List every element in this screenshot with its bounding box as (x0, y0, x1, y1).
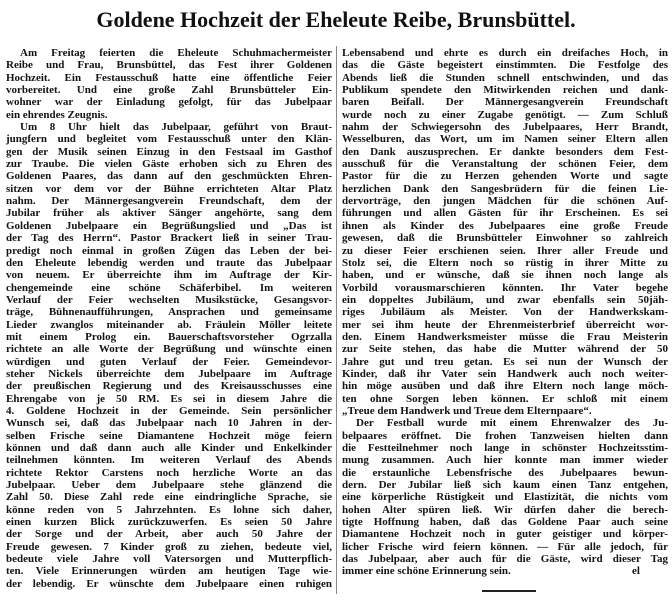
text-line: einen kurzen Blick zurückzuwerfen. Es seien 50 Jahre (6, 516, 332, 529)
text-line: 4. Goldene Hochzeit in der Gemeinde. Sein persönlicher (6, 404, 332, 417)
article-column-right (342, 47, 668, 578)
text-line: zu dieser Feier erschienen seien. Ihrer aller Freude und (342, 244, 668, 257)
text-line: bedeute viele Jahre voll Vatersorgen und Mutterpflich- (6, 553, 332, 566)
text-line: das die Gäste begeistert einstimmten. Die Festfolge des (342, 59, 668, 72)
text-line: Kinder, daß ihr Vater sein Handwerk auch noch weiter- (342, 367, 668, 380)
text-line: führungen und allen Gästen für ihr Erscheinen. Es sei (342, 207, 668, 220)
text-line: das Jubelpaar, aber auch für die Gäste, wird dieser Tag (342, 553, 668, 566)
text-line: mer sei ihm heute der Ehrenmeisterbrief überreicht wor- (342, 318, 668, 331)
text-line: Vorbild vorausmarschieren könnten. Ihr Vater begehe (342, 281, 668, 294)
text-line: eine körperliche Rüstigkeit und Elastizität, die nichts vom (342, 491, 668, 504)
text-line: ein doppeltes Jubiläum, und zwar ebenfalls sein 50jäh- (342, 293, 668, 306)
text-line: der Tag des Herrn“. Pastor Brackert ließ in seiner Trau- (6, 232, 332, 245)
text-line: träge, Bühnenaufführungen, Ansprachen und gemeinsame (6, 306, 332, 319)
text-line: Diamantene Hochzeit noch in guter geistiger und körper- (342, 528, 668, 541)
text-line: zur Traube. Die vielen Gäste erhoben sich zu Ehren des (6, 158, 332, 171)
text-line: würdigen und guten Verlauf der Feier. Gemeindevor- (6, 355, 332, 368)
text-line (342, 565, 668, 577)
text-line: Goldenen Paares, das dann auf den geschmückten Ehren- (6, 170, 332, 183)
text-line: gewesen, daß die Brunsbütteler Einwohner so zahlreich (342, 232, 668, 245)
text-line: dervorträge, den jungen Mädchen für die schönen Auf- (342, 195, 668, 208)
text-line: Stolz sei, die Eltern noch so rüstig in ihrer Mitte zu (342, 256, 668, 269)
article-headline: Goldene Hochzeit der Eheleute Reibe, Brunsbüttel. (96, 7, 576, 32)
text-line: Reibe und Frau, Brunsbüttel, das Fest ihrer Goldenen (6, 59, 332, 72)
author-signature: el (632, 565, 640, 578)
text-line: die Festteilnehmer noch lange in schönster Hochzeitsstim- (342, 442, 668, 454)
text-line: wurde noch zu einer Zugabe genötigt. — Zum Schluß (342, 108, 668, 121)
text-line: Pastor für die zu Herzen gehenden Worte und sagte (342, 170, 668, 183)
text-line: vorbereitet. Und eine große Zahl Brunsbütteler Ein- (6, 84, 332, 97)
text-line: teilnehmen könnten. Im weiteren Verlauf des Abends (6, 454, 332, 467)
text-line: riges Jubiläum als Meister. Von der Handwerkskam- (342, 306, 668, 319)
text-line: mit einem Prolog ein. Bauerschaftsvorsteher Ogrzalla (6, 330, 332, 343)
text-line: Ehrengabe von je 50 RM. Es sei in diesem Jahre die (6, 392, 332, 405)
text-line: haben, und er wünsche, daß sie ihnen noch lange als (342, 269, 668, 282)
text-line: Wunsch sei, daß das Jubelpaar nach 10 Jahren in der- (6, 417, 332, 430)
text-line: den Dank auszusprechen. Er dankte besonders dem Fest- (342, 145, 668, 158)
text-line: Jubilar früher als aktiver Sänger angehörte, sang dem (6, 207, 332, 220)
text-line: den. Einem Handwerksmeister müsse die Frau Meisterin (342, 330, 668, 343)
article-column-left (6, 47, 332, 590)
text-line: steher Nickels überreichte dem Jubelpaare im Auftrage (6, 367, 332, 380)
text-line: Am Freitag feierten die Eheleute Schuhmachermeister (20, 47, 332, 59)
text-line: gen der Musik seinen Einzug in den Festsaal im Gasthof (6, 145, 332, 158)
text-line: Der Festball wurde mit einem Ehrenwalzer des Ju- (356, 417, 668, 430)
text-line: nahm der Schwiegersohn des Jubelpaares, Herr Brandt, (342, 121, 668, 134)
text-line: ihnen als Kinder des Jubelpaares eine große Freude (342, 219, 668, 232)
text-line: Publikum spendete den Mitwirkenden reichen und dank- (342, 84, 668, 97)
text-line: der preußischen Regierung und des Kreisausschusses eine (6, 380, 332, 393)
text-line: ten. Viele Erinnerungen würden am heutigen Tage wie- (6, 565, 332, 578)
text-line: mung zusammen. Auch hier konnte man immer wieder (342, 454, 668, 467)
text-line: Hochzeit. Ein Festausschuß hatte eine öffentliche Feier (6, 71, 332, 84)
text-line: Freude gewesen. 7 Kinder groß zu ziehen, bedeute viel, (6, 540, 332, 553)
text-line: ten ohne Sorgen leben können. Er schloß mit einem (342, 392, 668, 405)
text-line: tigte Hoffnung haben, daß das Goldene Paar auch seine (342, 516, 668, 529)
text-line: ein ehrendes Zeugnis. (6, 108, 108, 121)
text-line: Zahl 50. Diese Zahl rede eine eindringliche Sprache, sie (6, 491, 332, 504)
text-line: nahm. Der Männergesangverein Freundschaft, dem der (6, 195, 332, 208)
text-line: sitzen vor dem vor der Bühne errichteten Altar Platz (6, 182, 332, 195)
text-line: Jubelpaar. Ueber dem Jubelpaare stehe glänzend die (6, 479, 332, 492)
text-line: Lebensabend und ehrte es durch ein dreifaches Hoch, in (342, 47, 668, 59)
text-line: der Sorge und der Arbeit, aber auch 50 Jahre der (6, 528, 332, 541)
text-line: zur Seite stehen, das habe die Mutter während der 50 (342, 343, 668, 356)
column-divider (336, 46, 337, 594)
text-line: Um 8 Uhr hielt das Jubelpaar, geführt von Braut- (20, 121, 332, 134)
text-line: „Treue dem Handwerk und Treue dem Elternpaare“. (342, 404, 592, 417)
text-line: können und daß dann auch alle Kinder und Enkelkinder (6, 442, 332, 454)
text-line: predigt noch einmal in großen Zügen das Leben der bei- (6, 244, 332, 257)
text-line: die erstaunliche Lebensfrische des Jubelpaares bewun- (342, 466, 668, 479)
text-line: Goldenen Jubelpaare ein Begrüßungslied und „Das ist (6, 219, 332, 232)
text-line: könne reden von 5 Jahrzehnten. Es lohne sich daher, (6, 503, 332, 516)
text-line: Lieder zwanglos miteinander ab. Fräulein Möller leitete (6, 318, 332, 331)
text-line: baren Beifall. Der Männergesangverein Freundschaft (342, 96, 668, 109)
text-line: ausschuß für die Veranstaltung der schönen Feier, dem (342, 158, 668, 171)
text-line: Abends ließ die Stunden schnell entschwinden, und das (342, 71, 668, 84)
text-line: dern. Der Jubilar ließ sich kaum einen Tanz entgehen, (342, 479, 668, 492)
text-line: licher Frische wird feiern können. — Für alle jedoch, für (342, 540, 668, 553)
end-of-article-rule (482, 590, 536, 592)
text-line: Jahre gut und treu getan. Es sei nun der Wunsch der (342, 355, 668, 368)
text-line: hin möge ausüben und daß ihre Eltern noch lange möch- (342, 380, 668, 393)
text-line: Wesselburen, das Wort, um im Namen seiner Eltern allen (342, 133, 668, 146)
text-line: hohen Alter spüren ließ. Wir dürfen daher die berech- (342, 503, 668, 516)
text-line: chengemeinde eine schöne Schäferbibel. Im weiteren (6, 281, 332, 294)
text-line-content: immer eine schöne Erinnerung sein. (342, 565, 511, 578)
text-line: herzlichen Dank den Sangesbrüdern für die feinen Lie- (342, 182, 668, 195)
text-line: von neuem. Er überreichte ihm im Auftrage der Kir- (6, 269, 332, 282)
text-line: selben Frische seine Diamantene Hochzeit möge feiern (6, 429, 332, 442)
text-line: Verlauf der Feier wechselten Musikstücke, Gesangsvor- (6, 293, 332, 306)
text-line: richtete Rektor Carstens noch herzliche Worte an das (6, 466, 332, 479)
text-line: belpaares eröffnet. Die frohen Tanzweisen hielten dann (342, 429, 668, 442)
text-line: den Eheleute lebendig werden und traute das Jubelpaar (6, 256, 332, 269)
text-line: richtete an alle Worte der Begrüßung und wünschte einen (6, 343, 332, 356)
text-line: jungfern und begleitet vom Festausschuß unter den Klän- (6, 133, 332, 146)
text-line: wohner war der Einladung gefolgt, für das Jubelpaar (6, 96, 332, 109)
text-line: der lebendig. Er wünschte dem Jubelpaare einen ruhigen (6, 577, 332, 590)
